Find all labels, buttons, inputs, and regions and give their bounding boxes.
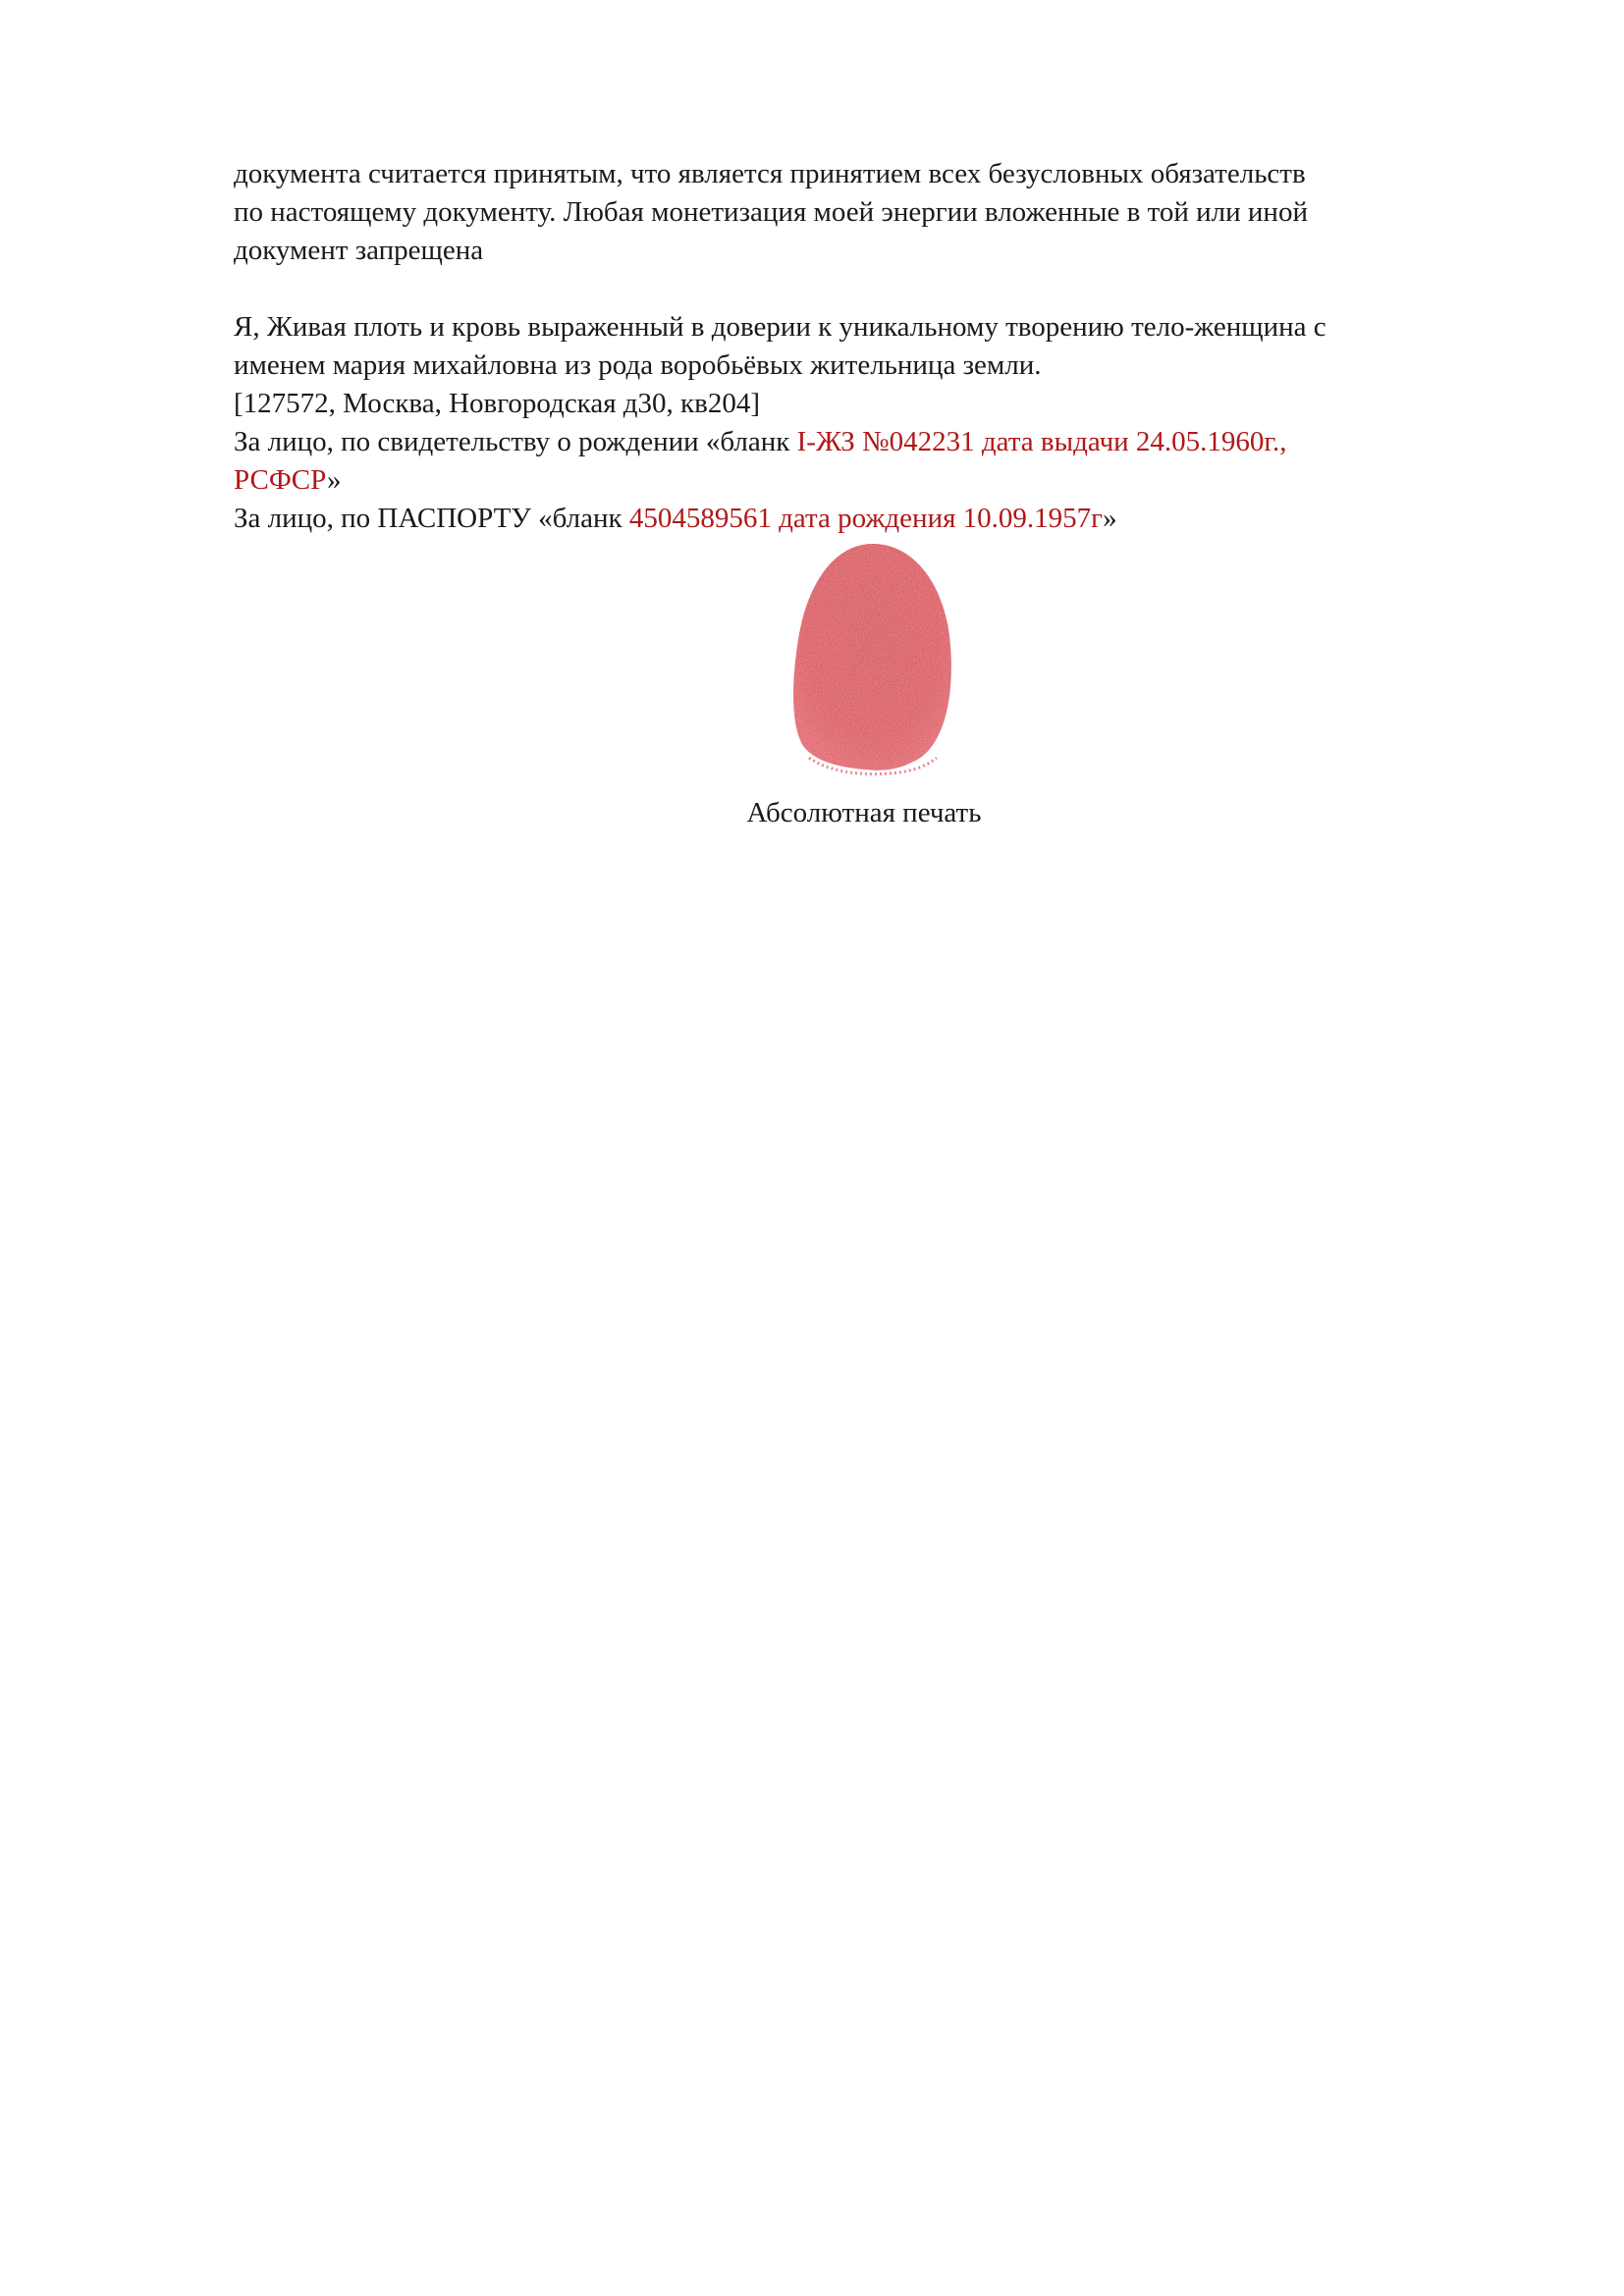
birth-certificate-line-2 xyxy=(234,461,1510,500)
paragraph-line: по настоящему документу. Любая монетизация моей энергии вложенные в той или иной xyxy=(234,196,1308,228)
birth-certificate-suffix: » xyxy=(326,464,342,496)
birth-certificate-prefix: За лицо, по свидетельству о рождении «бланк xyxy=(234,426,797,457)
declaration-block xyxy=(234,308,1510,538)
declaration-line: именем мария михайловна из рода воробьёвых жительница земли. xyxy=(234,349,1042,381)
passport-prefix: За лицо, по ПАСПОРТУ «бланк xyxy=(234,503,629,534)
document-body xyxy=(234,155,1510,538)
acceptance-paragraph xyxy=(234,155,1510,270)
fingerprint-seal-icon xyxy=(789,540,956,777)
passport-suffix: » xyxy=(1103,503,1117,534)
address-line: [127572, Москва, Новгородская д30, кв204] xyxy=(234,388,760,419)
declaration-line: Я, Живая плоть и кровь выраженный в доверии к уникальному творению тело-женщина с xyxy=(234,311,1326,343)
paragraph-gap xyxy=(234,270,1510,308)
birth-certificate-line xyxy=(234,423,1510,461)
passport-line xyxy=(234,500,1510,538)
birth-certificate-issuer: РСФСР xyxy=(234,464,327,496)
seal-caption: Абсолютная печать xyxy=(746,797,982,828)
paragraph-line: документ запрещена xyxy=(234,235,484,266)
passport-number: 4504589561 дата рождения 10.09.1957г xyxy=(628,503,1104,534)
birth-certificate-number: I-ЖЗ №042231 дата выдачи 24.05.1960г., xyxy=(796,426,1287,457)
paragraph-line: документа считается принятым, что является принятием всех безусловных обязательств xyxy=(234,158,1306,189)
